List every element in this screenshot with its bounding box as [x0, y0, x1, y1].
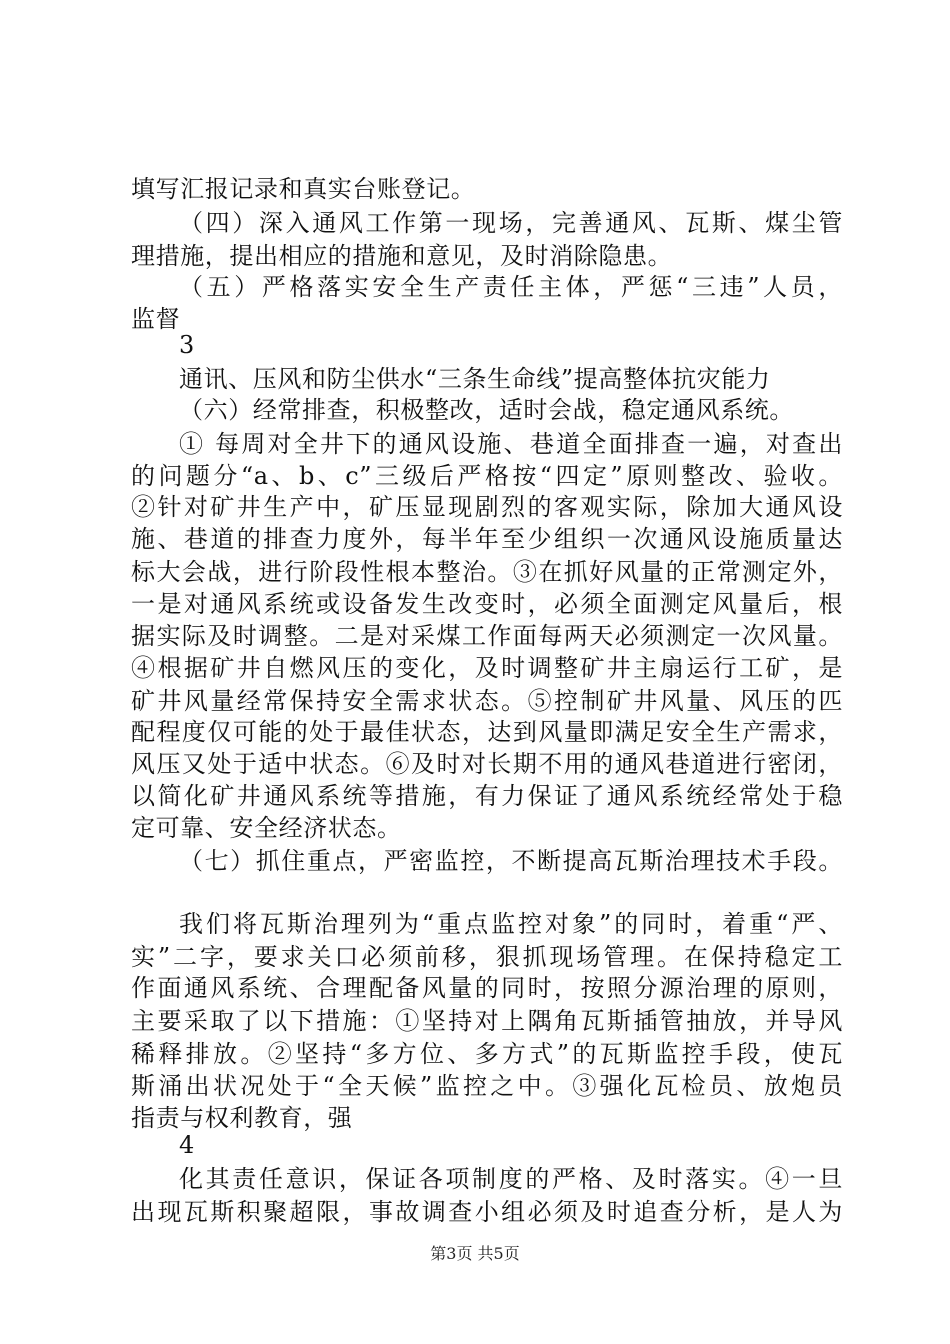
- text-line: 一是对通风系统或设备发生改变时，必须全面测定风量后，根: [131, 590, 843, 618]
- page-footer: 第3页 共5页: [430, 1244, 520, 1263]
- text-line: 指责与权利教育，强: [131, 1104, 353, 1132]
- text-line: 主要采取了以下措施：①坚持对上隅角瓦斯插管抽放，并导风: [131, 1007, 843, 1035]
- text-line: 斯涌出状况处于“全天候”监控之中。③强化瓦检员、放炮员: [131, 1072, 843, 1100]
- page-marker: 4: [179, 1131, 195, 1159]
- page-marker: 3: [179, 331, 195, 359]
- text-line: ① 每周对全井下的通风设施、巷道全面排查一遍，对查出: [179, 430, 843, 458]
- text-line: 稀释排放。②坚持“多方位、多方式”的瓦斯监控手段，使瓦: [131, 1040, 843, 1068]
- text-line: 定可靠、安全经济状态。: [131, 814, 402, 842]
- text-line: （七）抓住重点，严密监控，不断提高瓦斯治理技术手段。: [179, 847, 843, 875]
- text-line: 标大会战，进行阶段性根本整治。③在抓好风量的正常测定外，: [131, 558, 843, 586]
- text-line: 施、巷道的排查力度外，每半年至少组织一次通风设施质量达: [131, 525, 843, 553]
- text-line: 作面通风系统、合理配备风量的同时，按照分源治理的原则，: [131, 974, 843, 1002]
- text-line: 的问题分“a、b、c”三级后严格按“四定”原则整改、验收。: [131, 462, 843, 490]
- text-line: 监督: [131, 305, 181, 333]
- text-line: 矿井风量经常保持安全需求状态。⑤控制矿井风量、风压的匹: [131, 687, 843, 715]
- text-line: 出现瓦斯积聚超限，事故调查小组必须及时追查分析，是人为: [131, 1198, 843, 1226]
- text-line: 填写汇报记录和真实台账登记。: [131, 175, 476, 203]
- text-line: （六）经常排查，积极整改，适时会战，稳定通风系统。: [179, 396, 794, 424]
- text-line: 实”二字，要求关口必须前移，狠抓现场管理。在保持稳定工: [131, 943, 843, 971]
- text-line: 通讯、压风和防尘供水“三条生命线”提高整体抗灾能力: [179, 365, 771, 393]
- text-line: （五）严格落实安全生产责任主体，严惩“三违”人员，: [179, 273, 843, 301]
- text-line: 以简化矿井通风系统等措施，有力保证了通风系统经常处于稳: [131, 782, 843, 810]
- text-line: （四）深入通风工作第一现场，完善通风、瓦斯、煤尘管: [179, 209, 843, 237]
- text-line: 配程度仅可能的处于最佳状态，达到风量即满足安全生产需求，: [131, 718, 843, 746]
- text-line: 化其责任意识，保证各项制度的严格、及时落实。④一旦: [179, 1165, 843, 1193]
- text-line: 我们将瓦斯治理列为“重点监控对象”的同时，着重“严、: [179, 910, 843, 938]
- text-line: 据实际及时调整。二是对采煤工作面每两天必须测定一次风量。: [131, 622, 843, 650]
- text-line: ②针对矿井生产中，矿压显现剧烈的客观实际，除加大通风设: [131, 493, 843, 521]
- text-line: 风压又处于适中状态。⑥及时对长期不用的通风巷道进行密闭，: [131, 750, 843, 778]
- text-line: ④根据矿井自燃风压的变化，及时调整矿井主扇运行工矿，是: [131, 654, 843, 682]
- text-line: 理措施，提出相应的措施和意见，及时消除隐患。: [131, 242, 673, 270]
